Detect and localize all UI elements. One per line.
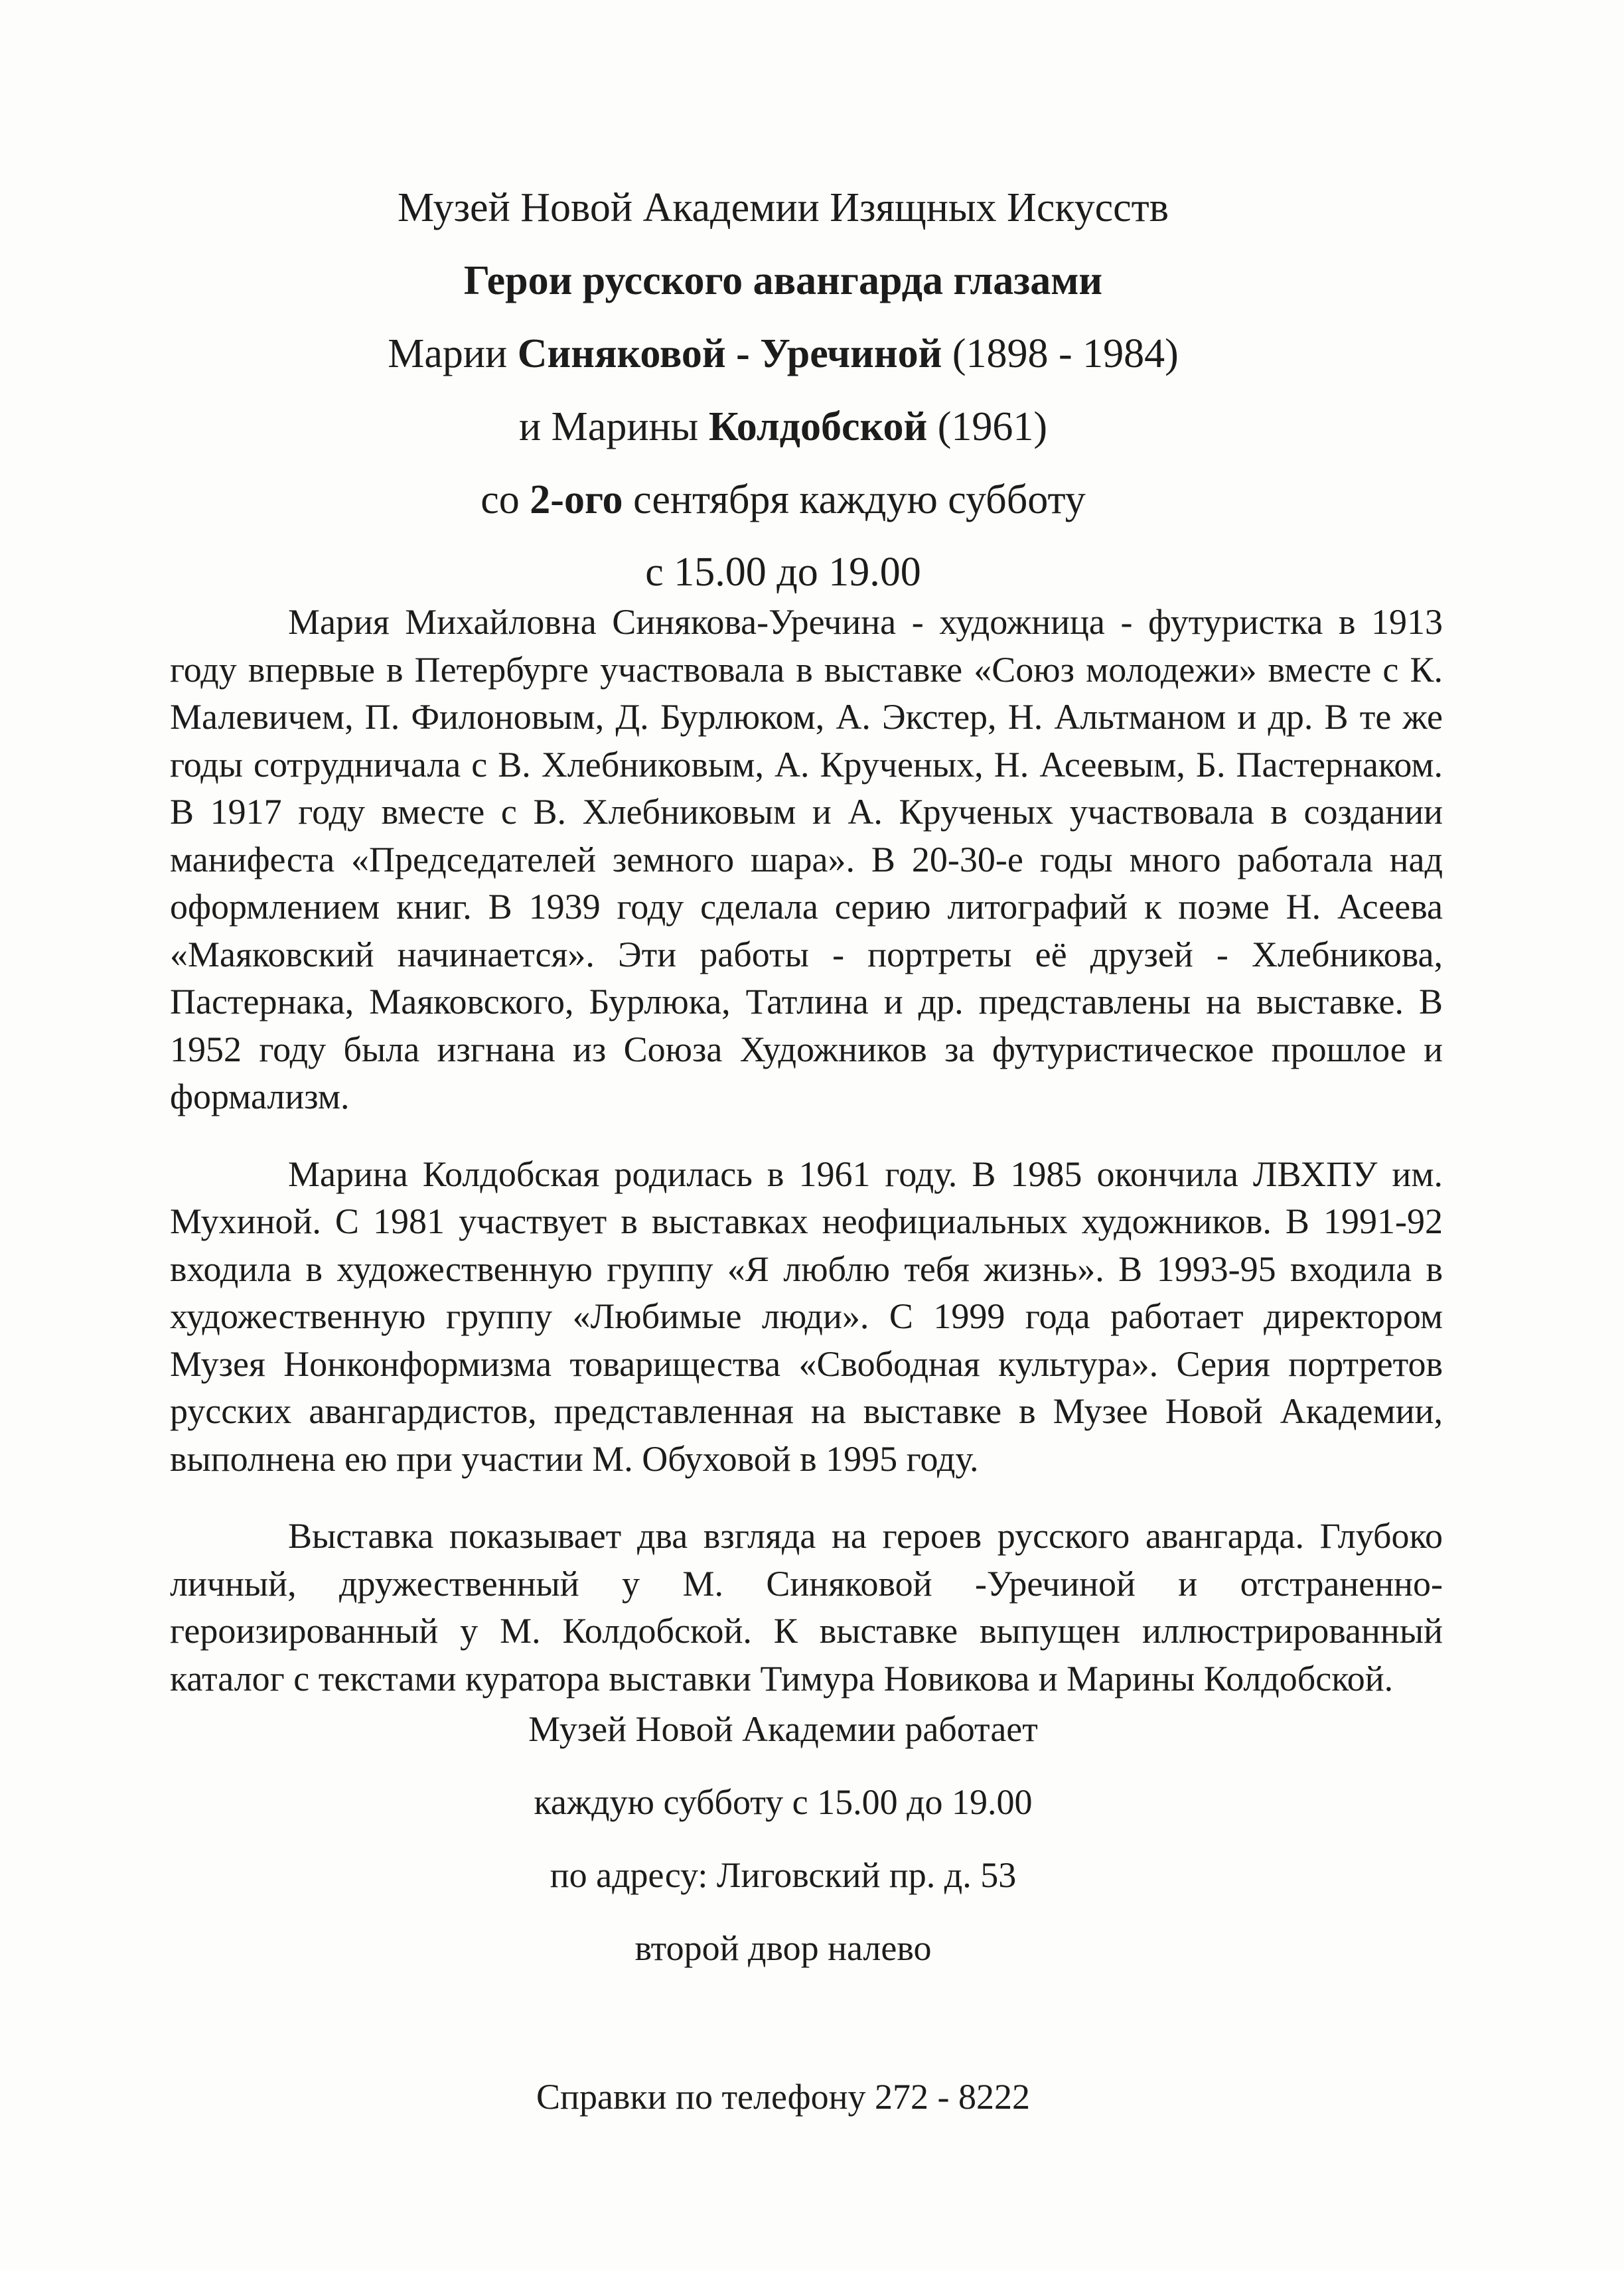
artist-2-line [199, 390, 1367, 463]
artist-1-prefix: Марии [388, 331, 518, 376]
paragraph-koldobskaya: Марина Колдобская родилась в 1961 году. В 1985 окончила ЛВХПУ им. Мухиной. С 1981 участвует в выставках неофициальных художников. В 1991-92 входила в художественную группу «Я люблю тебя жизнь». В 1993-95 входила в художественную группу «Любимые люди». С 1999 года работает директором Музея Нонконформизма товарищества «Свободная культура». Серия портретов русских авангардистов, представленная на выставке в Музее Новой Академии, выполнена ею при участии М. Обуховой в 1995 году. [170, 1154, 1443, 1479]
dates-line [199, 463, 1367, 536]
footer-line-2: каждую субботу с 15.00 до 19.00 [534, 1782, 1033, 1822]
artist-2-name: Колдобской [708, 404, 928, 449]
exhibition-title [199, 244, 1367, 317]
dates-suffix: сентября каждую субботу [623, 477, 1086, 522]
paragraph-exhibition: Выставка показывает два взгляда на героев русского авангарда. Глубоко личный, дружественный у М. Синяковой -Уречиной и отстраненно-героизированный у М. Колдобской. К выставке выпущен иллюстрированный каталог с текстами куратора выставки Тимура Новикова и Марины Колдобской. [170, 1516, 1443, 1699]
announcement-body [170, 599, 1443, 1702]
artist-2-years: (1961) [927, 404, 1047, 449]
artist-1-line [199, 317, 1367, 390]
artist-2-prefix: и Марины [519, 404, 709, 449]
hours-line: с 15.00 до 19.00 [645, 550, 921, 595]
artist-1-name: Синяковой - Уречиной [517, 331, 942, 376]
dates-start: 2-ого [530, 477, 623, 522]
footer-line-1: Музей Новой Академии работает [528, 1709, 1038, 1749]
artist-1-years: (1898 - 1984) [942, 331, 1179, 376]
dates-prefix: со [480, 477, 530, 522]
paragraph-sinyakova: Мария Михайловна Синякова-Уречина - художница - футуристка в 1913 году впервые в Петербурге участвовала в выставке «Союз молодежи» вместе с К. Малевичем, П. Филоновым, Д. Бурлюком, А. Экстер, Н. Альтманом и др. В те же годы сотрудничала с В. Хлебниковым, А. Крученых, Н. Асеевым, Б. Пастернаком. В 1917 году вместе с В. Хлебниковым и А. Крученых участвовала в создании манифеста «Председателей земного шара». В 20-30-е годы много работала над оформлением книг. В 1939 году сделала серию литографий к поэме Н. Асеева «Маяковский начинается». Эти работы - портреты её друзей - Хлебникова, Пастернака, Маяковского, Бурлюка, Татлина и др. представлены на выставке. В 1952 году была изгнана из Союза Художников за футуристическое прошлое и формализм. [170, 602, 1443, 1116]
museum-info [199, 1693, 1367, 2133]
exhibition-title-text: Герои русского авангарда глазами [463, 258, 1103, 303]
museum-name: Музей Новой Академии Изящных Искусств [397, 185, 1169, 230]
footer-directions: второй двор налево [634, 1928, 932, 1968]
footer-address: по адресу: Лиговский пр. д. 53 [550, 1855, 1017, 1895]
footer-phone: Справки по телефону 272 - 8222 [536, 2077, 1030, 2117]
announcement-header [199, 171, 1367, 608]
